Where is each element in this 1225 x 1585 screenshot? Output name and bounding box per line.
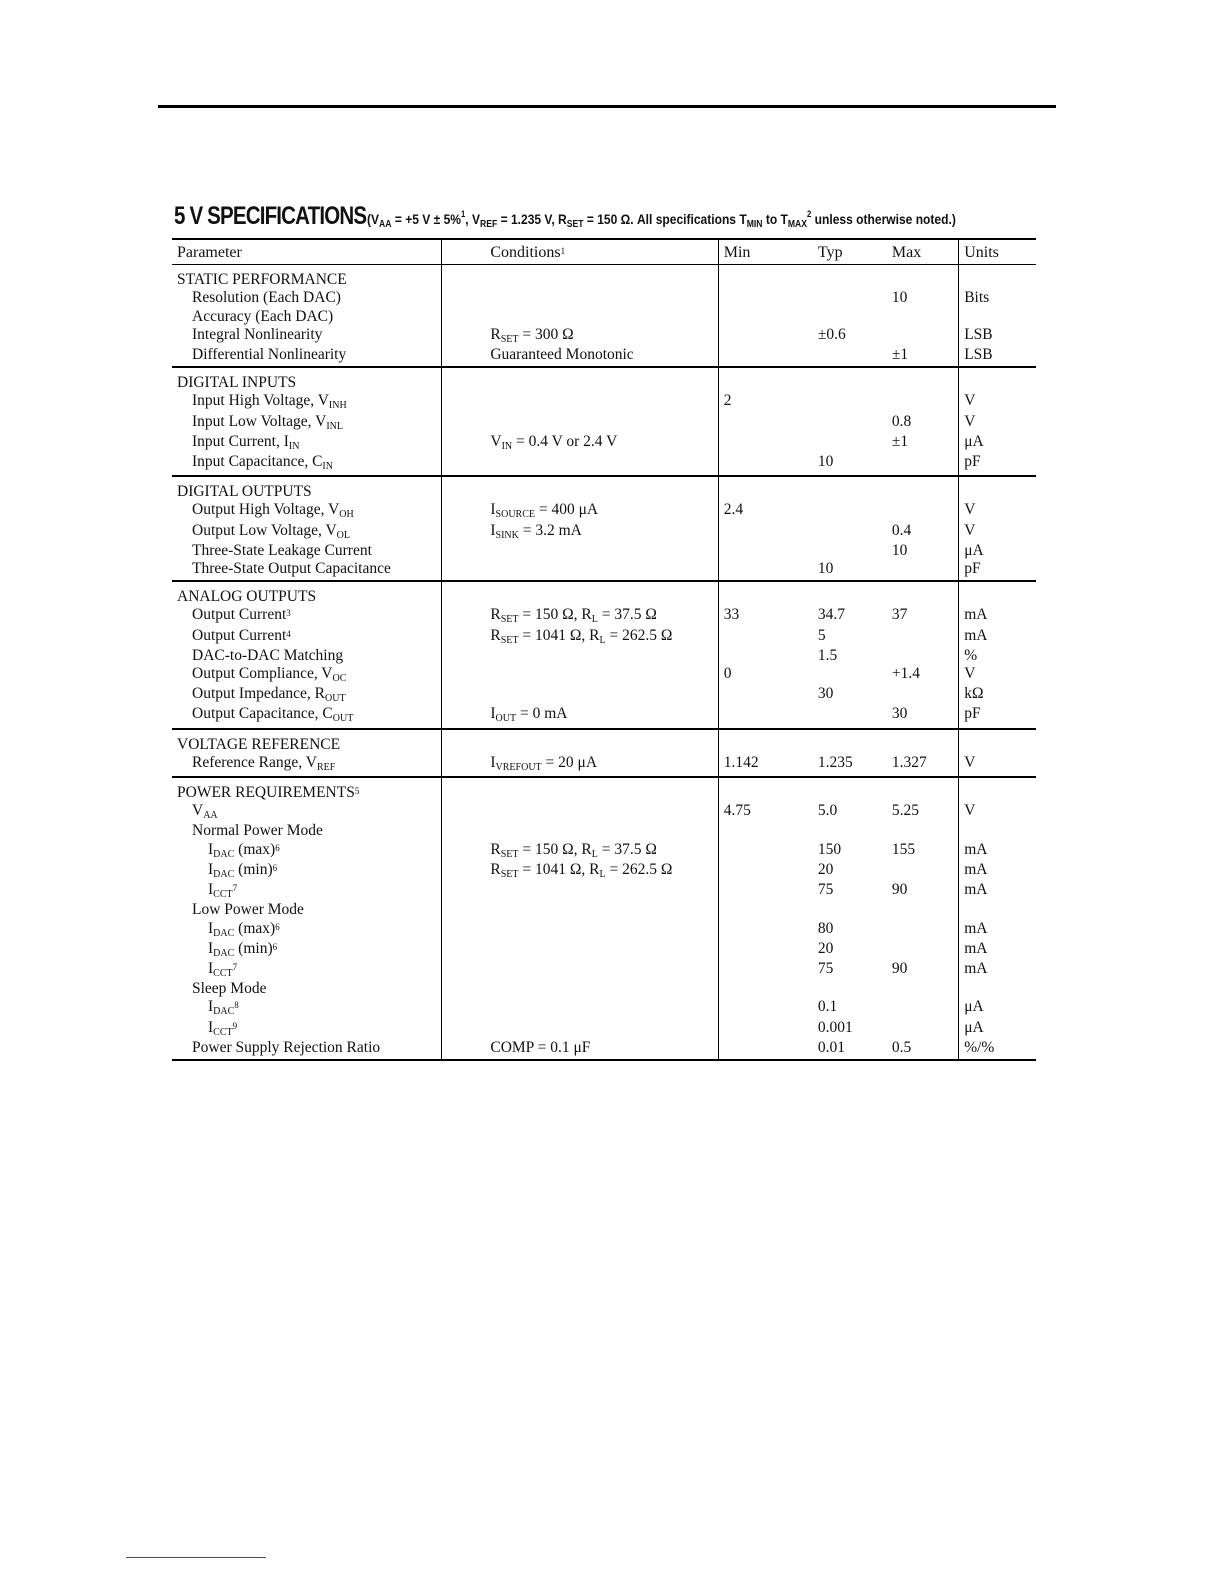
typ-cell: 10 bbox=[813, 560, 887, 581]
units-cell: V bbox=[959, 754, 1036, 777]
group-heading-row bbox=[172, 265, 1036, 290]
conditions-cell bbox=[442, 1019, 718, 1039]
units-cell: %/% bbox=[959, 1039, 1036, 1060]
max-cell: 0.4 bbox=[887, 522, 959, 542]
param-cell: $V_{AA}$ bbox=[172, 802, 442, 822]
typ-cell: 150 bbox=[817, 840, 842, 858]
table-row bbox=[172, 980, 1036, 998]
group-heading: DIGITAL OUTPUTS bbox=[172, 476, 442, 501]
table-row bbox=[172, 665, 1036, 685]
param-cell: Output Compliance, $V_{OC}$ bbox=[172, 665, 442, 685]
conditions-cell bbox=[442, 685, 718, 705]
conditions-cell: $R_{SET} = 1041$ Ω, $R_L = 262.5$ Ω bbox=[442, 627, 718, 647]
units-cell: Bits bbox=[964, 289, 990, 307]
typ-cell bbox=[813, 433, 887, 453]
units-cell: LSB bbox=[959, 346, 1036, 367]
table-row bbox=[172, 685, 1036, 705]
typ-cell bbox=[813, 501, 887, 521]
table-row bbox=[172, 998, 1036, 1018]
param-cell: Input Current, $I_{IN}$ bbox=[172, 433, 442, 453]
conditions-cell: Guaranteed Monotonic bbox=[442, 346, 718, 367]
table-row bbox=[172, 1019, 1036, 1039]
param-cell: Input High Voltage, $V_{INH}$ bbox=[172, 392, 442, 412]
header-units: Units bbox=[959, 239, 1036, 265]
table-row bbox=[172, 501, 1036, 521]
max-cell bbox=[887, 560, 959, 581]
typ-cell bbox=[813, 392, 887, 412]
conditions-cell bbox=[442, 822, 718, 840]
conditions-cell: $I_{SINK} = 3.2$ mA bbox=[442, 522, 718, 542]
max-cell: 1.327 bbox=[887, 754, 959, 777]
min-cell bbox=[718, 940, 813, 960]
units-cell: V bbox=[964, 665, 976, 683]
table-row bbox=[172, 802, 1036, 822]
units-cell: LSB bbox=[964, 325, 993, 343]
table-row bbox=[172, 940, 1036, 960]
param-cell: $I_{DAC}$ $(\max)^6$ bbox=[172, 841, 442, 861]
min-cell bbox=[718, 308, 813, 326]
units-cell: mA bbox=[964, 606, 988, 624]
table-row bbox=[172, 822, 1036, 840]
conditions-cell: $I_{VREFOUT} = 20$ μA bbox=[442, 754, 718, 777]
spec-title-conditions: ($V_{AA} = +5$ V ± 5%$^1$, $V_{REF} = 1.235$ V, $R_{SET} = 150$ Ω. All specifications $T_{MIN}$ to $T_{MAX}^2$ unless otherwise noted.) bbox=[366, 209, 956, 230]
units-cell: pF bbox=[959, 560, 1036, 581]
units-cell: V bbox=[964, 501, 976, 519]
max-cell bbox=[887, 453, 959, 476]
min-cell: 0 bbox=[723, 665, 732, 683]
min-cell bbox=[718, 522, 813, 542]
table-row bbox=[172, 647, 1036, 665]
header-parameter: Parameter bbox=[172, 239, 442, 265]
units-cell: mA bbox=[964, 959, 988, 977]
param-cell: $I_{CCT}^7$ bbox=[172, 881, 442, 901]
typ-cell bbox=[813, 980, 887, 998]
max-cell bbox=[887, 822, 959, 840]
units-cell: V bbox=[964, 521, 976, 539]
min-cell bbox=[718, 960, 813, 980]
conditions-cell bbox=[442, 901, 718, 919]
max-cell bbox=[887, 920, 959, 940]
min-cell bbox=[718, 901, 813, 919]
min-cell bbox=[718, 881, 813, 901]
conditions-cell: $R_{SET} = 1041$ Ω, $R_L = 262.5$ Ω bbox=[442, 861, 718, 881]
units-cell bbox=[959, 980, 1036, 998]
group-heading: DIGITAL INPUTS bbox=[172, 367, 442, 392]
max-cell: 10 bbox=[887, 289, 959, 307]
min-cell bbox=[718, 998, 813, 1018]
min-cell bbox=[718, 1039, 813, 1060]
max-cell bbox=[887, 685, 959, 705]
max-cell: ±1 bbox=[887, 346, 959, 367]
max-cell: 30 bbox=[887, 705, 959, 728]
min-cell bbox=[718, 413, 813, 433]
group-heading-row bbox=[172, 581, 1036, 606]
table-row bbox=[172, 627, 1036, 647]
table-row bbox=[172, 522, 1036, 542]
conditions-cell bbox=[442, 413, 718, 433]
conditions-cell bbox=[442, 665, 718, 685]
units-cell: μA bbox=[964, 998, 984, 1016]
typ-cell: 0.001 bbox=[817, 1018, 853, 1036]
typ-cell: 0.1 bbox=[817, 998, 838, 1016]
max-cell bbox=[887, 501, 959, 521]
param-cell: DAC-to-DAC Matching bbox=[172, 647, 442, 665]
typ-cell: 75 bbox=[817, 881, 834, 899]
units-cell: μA bbox=[964, 541, 984, 559]
typ-cell: 5.0 bbox=[817, 802, 838, 820]
units-cell: μA bbox=[964, 432, 984, 450]
typ-cell bbox=[813, 308, 887, 326]
group-heading: VOLTAGE REFERENCE bbox=[172, 729, 442, 754]
param-cell: Output Current$^4$ bbox=[172, 627, 442, 647]
units-cell: V bbox=[964, 392, 976, 410]
table-row bbox=[172, 433, 1036, 453]
max-cell bbox=[887, 901, 959, 919]
conditions-cell: $R_{SET} = 150$ Ω, $R_L = 37.5$ Ω bbox=[442, 841, 718, 861]
min-cell bbox=[718, 542, 813, 560]
max-cell bbox=[887, 326, 959, 346]
units-cell: mA bbox=[964, 881, 988, 899]
conditions-cell bbox=[442, 920, 718, 940]
typ-cell bbox=[813, 822, 887, 840]
typ-cell: 1.5 bbox=[817, 646, 838, 664]
group-heading: STATIC PERFORMANCE bbox=[172, 265, 442, 290]
table-row bbox=[172, 346, 1036, 367]
group-heading: ANALOG OUTPUTS bbox=[172, 581, 442, 606]
table-row bbox=[172, 289, 1036, 307]
conditions-cell bbox=[442, 289, 718, 307]
units-cell bbox=[959, 901, 1036, 919]
table-row bbox=[172, 881, 1036, 901]
typ-cell bbox=[813, 542, 887, 560]
units-cell: mA bbox=[964, 840, 988, 858]
max-cell: 90 bbox=[887, 881, 959, 901]
table-row bbox=[172, 453, 1036, 476]
typ-cell bbox=[813, 901, 887, 919]
param-cell: Output High Voltage, $V_{OH}$ bbox=[172, 501, 442, 521]
max-cell: 155 bbox=[887, 841, 959, 861]
conditions-cell bbox=[442, 980, 718, 998]
min-cell bbox=[718, 822, 813, 840]
conditions-cell bbox=[442, 802, 718, 822]
footer-link-underline bbox=[126, 1557, 266, 1558]
param-cell: Power Supply Rejection Ratio bbox=[172, 1039, 442, 1060]
min-cell bbox=[718, 647, 813, 665]
min-cell bbox=[718, 453, 813, 476]
param-cell: Three-State Output Capacitance bbox=[172, 560, 442, 581]
spec-title bbox=[174, 202, 1054, 231]
min-cell bbox=[718, 920, 813, 940]
param-cell: $I_{DAC}^8$ bbox=[172, 998, 442, 1018]
min-cell bbox=[718, 289, 813, 307]
typ-cell bbox=[813, 346, 887, 367]
typ-cell bbox=[813, 289, 887, 307]
conditions-cell: COMP = 0.1 μF bbox=[442, 1039, 718, 1060]
units-cell: mA bbox=[964, 919, 988, 937]
units-cell: mA bbox=[964, 626, 988, 644]
table-body bbox=[172, 265, 1036, 1060]
table-row bbox=[172, 326, 1036, 346]
max-cell bbox=[887, 940, 959, 960]
param-cell: Normal Power Mode bbox=[172, 822, 442, 840]
header-typ: Typ bbox=[813, 239, 887, 265]
min-cell: 2.4 bbox=[723, 501, 744, 519]
min-cell bbox=[718, 861, 813, 881]
param-cell: Output Impedance, $R_{OUT}$ bbox=[172, 685, 442, 705]
table-header-row bbox=[172, 239, 1036, 265]
typ-cell bbox=[813, 705, 887, 728]
table-row bbox=[172, 560, 1036, 581]
units-cell: V bbox=[964, 412, 976, 430]
max-cell: +1.4 bbox=[887, 665, 959, 685]
max-cell bbox=[887, 980, 959, 998]
min-cell bbox=[718, 326, 813, 346]
conditions-cell bbox=[442, 560, 718, 581]
table-row bbox=[172, 308, 1036, 326]
table-row bbox=[172, 606, 1036, 626]
param-cell: Low Power Mode bbox=[172, 901, 442, 919]
min-cell: 4.75 bbox=[723, 802, 751, 820]
param-cell: Output Capacitance, $C_{OUT}$ bbox=[172, 705, 442, 728]
typ-cell bbox=[813, 665, 887, 685]
max-cell bbox=[887, 647, 959, 665]
conditions-cell bbox=[442, 647, 718, 665]
header-min: Min bbox=[718, 239, 813, 265]
param-cell: $I_{DAC}$ $(\min)^6$ bbox=[172, 940, 442, 960]
typ-cell: 5 bbox=[817, 626, 826, 644]
conditions-cell bbox=[442, 940, 718, 960]
conditions-cell: $R_{SET} = 150$ Ω, $R_L = 37.5$ Ω bbox=[442, 606, 718, 626]
units-cell: mA bbox=[964, 860, 988, 878]
typ-cell: 30 bbox=[817, 685, 834, 703]
max-cell bbox=[887, 998, 959, 1018]
typ-cell: 10 bbox=[813, 453, 887, 476]
conditions-cell bbox=[442, 542, 718, 560]
table-row bbox=[172, 413, 1036, 433]
conditions-cell: $I_{SOURCE} = 400$ μA bbox=[442, 501, 718, 521]
param-cell: Differential Nonlinearity bbox=[172, 346, 442, 367]
group-heading-row bbox=[172, 367, 1036, 392]
table-row bbox=[172, 392, 1036, 412]
conditions-cell bbox=[442, 392, 718, 412]
min-cell bbox=[718, 560, 813, 581]
max-cell: 0.5 bbox=[887, 1039, 959, 1060]
conditions-cell: $V_{IN} = 0.4$ V or 2.4 V bbox=[442, 433, 718, 453]
param-cell: Output Low Voltage, $V_{OL}$ bbox=[172, 522, 442, 542]
typ-cell: 75 bbox=[817, 959, 834, 977]
param-cell: $I_{CCT}^7$ bbox=[172, 960, 442, 980]
group-heading-row bbox=[172, 476, 1036, 501]
typ-cell: ±0.6 bbox=[817, 325, 846, 343]
typ-cell: 20 bbox=[817, 860, 834, 878]
conditions-cell: $I_{OUT} = 0$ mA bbox=[442, 705, 718, 728]
max-cell: 5.25 bbox=[887, 802, 959, 822]
min-cell bbox=[718, 841, 813, 861]
min-cell bbox=[718, 433, 813, 453]
param-cell: Accuracy (Each DAC) bbox=[172, 308, 442, 326]
units-cell: V bbox=[964, 802, 976, 820]
param-cell: Input Capacitance, $C_{IN}$ bbox=[172, 453, 442, 476]
units-cell bbox=[959, 822, 1036, 840]
max-cell: 90 bbox=[887, 960, 959, 980]
table-row bbox=[172, 920, 1036, 940]
param-cell: Input Low Voltage, $V_{INL}$ bbox=[172, 413, 442, 433]
max-cell: 0.8 bbox=[887, 413, 959, 433]
max-cell: ±1 bbox=[887, 433, 959, 453]
units-cell bbox=[959, 308, 1036, 326]
min-cell bbox=[718, 627, 813, 647]
table-row bbox=[172, 861, 1036, 881]
typ-cell: 80 bbox=[817, 919, 834, 937]
typ-cell bbox=[813, 522, 887, 542]
units-cell: kΩ bbox=[964, 685, 984, 703]
table-row bbox=[172, 754, 1036, 777]
min-cell bbox=[718, 685, 813, 705]
table-row bbox=[172, 960, 1036, 980]
specifications-table bbox=[172, 238, 1036, 1061]
table-row bbox=[172, 542, 1036, 560]
typ-cell bbox=[813, 413, 887, 433]
conditions-cell bbox=[442, 308, 718, 326]
param-cell: Resolution (Each DAC) bbox=[172, 289, 442, 307]
header-max: Max bbox=[887, 239, 959, 265]
max-cell bbox=[887, 392, 959, 412]
spec-title-main: 5 V SPECIFICATIONS bbox=[174, 202, 367, 230]
param-cell: Sleep Mode bbox=[172, 980, 442, 998]
top-rule bbox=[158, 105, 1056, 108]
max-cell bbox=[887, 308, 959, 326]
conditions-cell bbox=[442, 453, 718, 476]
param-cell: $I_{DAC}$ $(\min)^6$ bbox=[172, 861, 442, 881]
max-cell bbox=[887, 627, 959, 647]
group-heading-row bbox=[172, 729, 1036, 754]
typ-cell: 20 bbox=[817, 939, 834, 957]
conditions-cell bbox=[442, 998, 718, 1018]
units-cell: % bbox=[964, 646, 978, 664]
max-cell: 10 bbox=[887, 542, 959, 560]
typ-cell: 0.01 bbox=[813, 1039, 887, 1060]
typ-cell: 1.235 bbox=[813, 754, 887, 777]
min-cell bbox=[718, 346, 813, 367]
min-cell: 33 bbox=[723, 606, 740, 624]
min-cell bbox=[718, 705, 813, 728]
table-row bbox=[172, 1039, 1036, 1060]
units-cell: pF bbox=[959, 705, 1036, 728]
param-cell: $I_{DAC}$ $(\max)^6$ bbox=[172, 920, 442, 940]
typ-cell: 34.7 bbox=[817, 606, 846, 624]
max-cell bbox=[887, 861, 959, 881]
group-heading: POWER REQUIREMENTS$^5$ bbox=[172, 777, 442, 802]
units-cell: μA bbox=[964, 1018, 984, 1036]
param-cell: $I_{CCT}^9$ bbox=[172, 1019, 442, 1039]
param-cell: Three-State Leakage Current bbox=[172, 542, 442, 560]
conditions-cell bbox=[442, 881, 718, 901]
param-cell: Output Current$^3$ bbox=[172, 606, 442, 626]
param-cell: Reference Range, $V_{REF}$ bbox=[172, 754, 442, 777]
max-cell bbox=[887, 1019, 959, 1039]
header-conditions: Conditions$^1$ bbox=[442, 239, 718, 265]
units-cell: mA bbox=[964, 939, 988, 957]
conditions-cell bbox=[442, 960, 718, 980]
table-row bbox=[172, 705, 1036, 728]
min-cell bbox=[718, 980, 813, 998]
min-cell: 2 bbox=[723, 392, 732, 410]
units-cell: pF bbox=[959, 453, 1036, 476]
conditions-cell: $R_{SET} = 300$ Ω bbox=[442, 326, 718, 346]
table-row bbox=[172, 901, 1036, 919]
group-heading-row bbox=[172, 777, 1036, 802]
table-row bbox=[172, 841, 1036, 861]
max-cell: 37 bbox=[887, 606, 959, 626]
min-cell bbox=[718, 1019, 813, 1039]
param-cell: Integral Nonlinearity bbox=[172, 326, 442, 346]
min-cell: 1.142 bbox=[718, 754, 813, 777]
